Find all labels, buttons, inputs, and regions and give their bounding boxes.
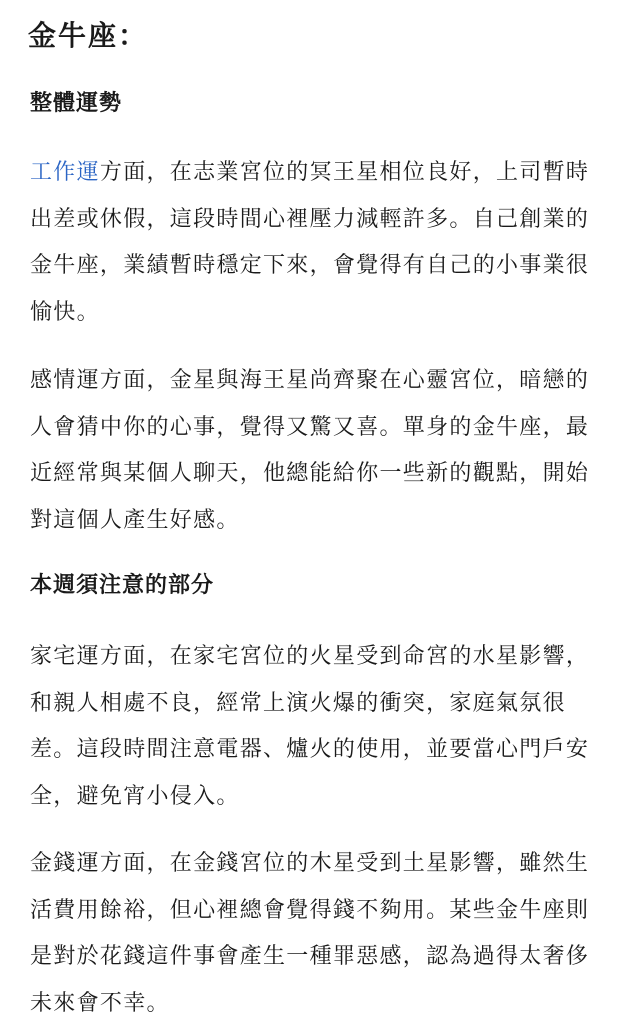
paragraph-money: 金錢運方面，在金錢宮位的木星受到土星影響，雖然生活費用餘裕，但心裡總會覺得錢不夠用。某些金牛座則是對於花錢這件事會產生一種罪惡感，認為過得太奢侈未來會不幸。 [30, 851, 590, 1016]
paragraph-career [30, 150, 595, 336]
career-fortune-link[interactable]: 工作運 [30, 160, 100, 185]
paragraph-text: 方面，在志業宮位的冥王星相位良好，上司暫時出差或休假，這段時間心裡壓力減輕許多。自己創業的金牛座，業績暫時穩定下來，會覺得有自己的小事業很愉快。 [30, 160, 590, 325]
section-heading-caution: 本週須注意的部分 [30, 573, 215, 598]
paragraph-love: 感情運方面，金星與海王星尚齊聚在心靈宮位，暗戀的人會猜中你的心事，覺得又驚又喜。單身的金牛座，最近經常與某個人聊天，他總能給你一些新的觀點，開始對這個人產生好感。 [30, 368, 590, 533]
page-title: 金牛座： [28, 19, 149, 52]
paragraph-home: 家宅運方面，在家宅宮位的火星受到命宮的水星影響，和親人相處不良，經常上演火爆的衝突，家庭氣氛很差。這段時間注意電器、爐火的使用，並要當心門戶安全，避免宵小侵入。 [30, 644, 590, 809]
section-heading-overall-fortune: 整體運勢 [30, 91, 123, 116]
